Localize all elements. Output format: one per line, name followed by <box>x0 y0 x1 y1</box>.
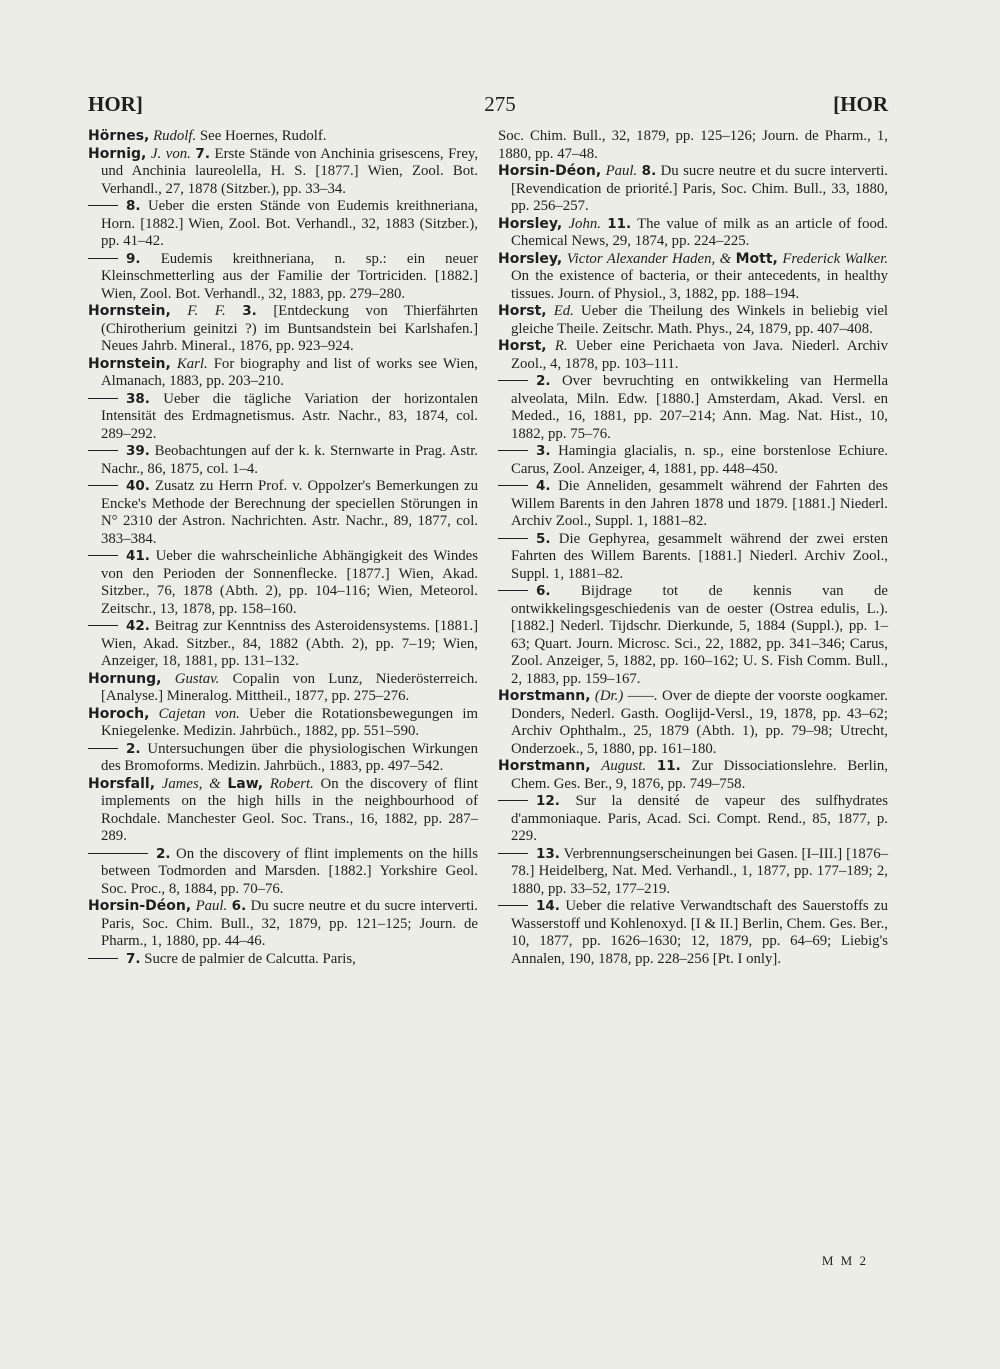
author-entry <box>498 251 888 304</box>
author-entry <box>498 688 888 758</box>
citation-text: [Entdeckung von Thierfährten (Chirotherium geinitzi ?) im Buntsandstein bei Karlshafen.] Neues Jahrb. Mineral., 1876, pp. 923–924. <box>101 303 479 354</box>
citation-text: Ueber eine Perichaeta von Java. Niederl. Archiv Zool., 4, 1878, pp. 103–111. <box>511 338 888 372</box>
paper-number: 6. <box>231 898 247 914</box>
author-entry <box>498 758 888 793</box>
author-forename: Paul. <box>605 163 638 179</box>
sub-entry <box>498 478 888 531</box>
author-forename: (Dr.) ——. <box>594 688 658 704</box>
sub-entry <box>88 391 478 444</box>
author-entry <box>88 776 478 846</box>
author-entry <box>88 356 478 391</box>
author-entry <box>498 163 888 216</box>
paper-number: 14. <box>536 898 560 914</box>
sub-entry <box>498 898 888 968</box>
citation-text: Zur Dissociationslehre. Berlin, Chem. Ges. Ber., 9, 1876, pp. 749–758. <box>511 758 889 792</box>
sub-entry <box>498 583 888 688</box>
paper-number: 2. <box>156 845 171 862</box>
author-entry <box>88 128 478 146</box>
entry-continuation <box>498 128 888 163</box>
author-name: Horst, <box>498 338 547 354</box>
author-name: Horstmann, <box>498 758 591 774</box>
author-name: Horoch, <box>88 705 150 722</box>
sub-entry <box>88 443 478 478</box>
paper-number: 11. <box>607 215 632 232</box>
sub-entry <box>88 741 478 776</box>
author-forename: James, & <box>161 775 221 792</box>
citation-text: Verbrennungserscheinungen bei Gasen. [I–III.] [1876–78.] Heidelberg, Nat. Med. Verhandl., 1, 1877, pp. 177–189; 2, 1880, pp. 33–52, 177–219. <box>511 845 888 897</box>
ditto-dash <box>498 853 528 854</box>
citation-text: On the discovery of flint implements on the hills between Todmorden and Marsden. [1882.] Yorkshire Geol. Soc. Proc., 8, 1884, pp. 70–76. <box>101 845 478 897</box>
citation-text: Untersuchungen über die physiologischen Wirkungen des Bromoforms. Medizin. Jahrbüch., 1883, pp. 497–542. <box>101 740 478 774</box>
author-forename: F. F. <box>187 303 226 319</box>
author-name: Horsfall, <box>88 775 156 792</box>
ditto-dash <box>498 590 528 591</box>
author-forename: R. <box>554 338 568 354</box>
author-entry <box>498 338 888 373</box>
paper-number: 4. <box>536 478 551 494</box>
citation-text: Ueber die Rotationsbewegungen im Kniegelenke. Medizin. Jahrbüch., 1882, pp. 551–590. <box>101 705 479 739</box>
sub-entry <box>88 478 478 548</box>
author-entry <box>498 216 888 251</box>
author-forename: Gustav. <box>174 670 220 687</box>
author-entry <box>88 706 478 741</box>
author-name: Hornig, <box>88 145 147 162</box>
left-column <box>88 128 478 968</box>
author-name: Hornstein, <box>88 355 171 372</box>
ditto-dash <box>88 958 118 959</box>
author-entry <box>498 303 888 338</box>
citation-text: Bijdrage tot de kennis van de ontwikkelingsgeschiedenis van de oester (Ostrea edulis, L.). [1882.] Nederl. Tijdschr. Dierkunde, 5, 1884 (Suppl.), pp. 1–63; Quart. Journ. Microsc. Sci., 22, 1882, pp. 341–346; Carus, Zool. Anzeiger, 5, 1882, pp. 160–162; U. S. Fish Comm. Bull., 2, 1883, pp. 159–167. <box>511 583 888 687</box>
citation-text: Du sucre neutre et du sucre interverti. [Revendication de priorité.] Paris, Soc. Chim. Bull., 33, 1880, pp. 256–257. <box>511 163 889 214</box>
citation-text: Soc. Chim. Bull., 32, 1879, pp. 125–126; Journ. de Pharm., 1, 1880, pp. 47–48. <box>498 128 888 162</box>
citation-text: Beitrag zur Kenntniss des Asteroidensystems. [1881.] Wien, Akad. Sitzber., 84, 1882 (Abth. 2), pp. 7–19; Wien, Anzeiger, 18, 1881, pp. 131–132. <box>101 618 479 669</box>
author-name: Horsin-Déon, <box>498 163 602 179</box>
author-entry <box>88 303 478 356</box>
paper-number: 40. <box>126 478 150 494</box>
paper-number: 11. <box>656 758 681 774</box>
author-forename: John. <box>568 215 601 232</box>
sub-entry <box>498 793 888 846</box>
ditto-dash <box>498 538 528 539</box>
sub-entry <box>88 846 478 899</box>
sub-entry <box>498 531 888 584</box>
author-name: Horsley, <box>498 250 563 267</box>
author-name: Horsley, <box>498 215 563 232</box>
coauthor-name: Mott, <box>735 250 778 267</box>
sub-entry <box>498 846 888 899</box>
sub-entry <box>88 198 478 251</box>
paper-number: 2. <box>126 740 141 757</box>
author-name: Hornung, <box>88 670 162 687</box>
coauthor-forename: Frederick Walker. <box>782 250 889 267</box>
citation-text: Over de diepte der voorste oogkamer. Donders, Nederl. Gasth. Ooglijd-Versl., 19, 1878, pp. 43–62; Archiv Ophthalm., 25, 1879 (Abth. 1), pp. 79–98; Utrecht, Onderzoek., 5, 1880, pp. 161–180. <box>511 688 888 757</box>
author-forename: Cajetan von. <box>158 705 240 722</box>
citation-text: On the existence of bacteria, or their antecedents, in healthy tissues. Journ. of Physiol., 3, 1882, pp. 188–194. <box>511 268 888 302</box>
paper-number: 8. <box>641 163 657 179</box>
paper-number: 3. <box>536 443 551 459</box>
citation-text: Ueber die wahrscheinliche Abhängigkeit des Windes von den Perioden der Sonnenflecke. [1877.] Wien, Akad. Sitzber., 76, 1878 (Abth. 2), pp. 104–116; Wien, Meteorol. Zeitschr., 13, 1878, pp. 158–160. <box>101 548 478 617</box>
author-entry <box>88 898 478 951</box>
signature-mark: M M 2 <box>821 1253 868 1268</box>
sub-entry <box>88 251 478 304</box>
citation-text: Ueber die relative Verwandtschaft des Sauerstoffs zu Wasserstoff und Kohlenoxyd. [I & II.] Berlin, Chem. Ges. Ber., 10, 1877, pp. 1626–1630; 12, 1879, pp. 64–69; Liebig's Annalen, 190, 1878, pp. 228–256 [Pt. I only]. <box>511 898 888 967</box>
paper-number: 7. <box>195 145 210 162</box>
author-forename: Rudolf. <box>153 128 197 144</box>
citation-text: Ueber die tägliche Variation der horizontalen Intensität des Erdmagnetismus. Astr. Nachr., 83, 1874, col. 289–292. <box>101 390 479 442</box>
paper-number: 41. <box>126 548 150 564</box>
author-name: Horstmann, <box>498 688 591 704</box>
citation-text: Zusatz zu Herrn Prof. v. Oppolzer's Bemerkungen zu Encke's Methode der Berechnung der speciellen Störungen in N° 2310 der Astron. Nachrichten. Astr. Nachr., 89, 1877, col. 383–384. <box>101 478 479 547</box>
ditto-dash <box>88 485 118 486</box>
sub-entry <box>88 951 478 969</box>
sub-entry <box>498 443 888 478</box>
citation-text: Du sucre neutre et du sucre interverti. Paris, Soc. Chim. Bull., 32, 1879, pp. 121–125; Journ. de Pharm., 1, 1880, pp. 44–46. <box>101 898 479 949</box>
citation-text: Erste Stände von Anchinia grisescens, Frey, und Anchinia laureolella, H. S. [1877.] Wien, Zool. Bot. Verhandl., 27, 1878 (Sitzber.), pp. 33–34. <box>101 145 479 197</box>
paper-number: 38. <box>126 390 150 407</box>
author-name: Horst, <box>498 303 547 319</box>
paper-number: 12. <box>536 793 560 809</box>
ditto-dash <box>498 485 528 486</box>
paper-number: 6. <box>536 583 551 599</box>
citation-text: The value of milk as an article of food. Chemical News, 29, 1874, pp. 224–225. <box>511 215 888 249</box>
citation-text: Sucre de palmier de Calcutta. Paris, <box>144 950 356 967</box>
sub-entry <box>88 548 478 618</box>
citation-text: On the discovery of flint implements on the high hills in the neighbourhood of Rochdale. Manchester Geol. Soc. Trans., 16, 1882, pp. 287–289. <box>101 775 479 844</box>
citation-text: Ueber die Theilung des Winkels in beliebig viel gleiche Theile. Zeitschr. Math. Phys., 24, 1879, pp. 407–408. <box>511 303 889 337</box>
citation-text: Die Anneliden, gesammelt während der Fahrten des Willem Barents in den Jahren 1878 und 1879. [1881.] Niederl. Archiv Zool., Suppl. 1, 1881–82. <box>511 478 888 529</box>
paper-number: 7. <box>126 950 141 967</box>
ditto-dash <box>88 555 118 556</box>
ditto-dash <box>88 258 118 259</box>
ditto-dash <box>498 800 528 801</box>
ditto-dash <box>88 398 118 399</box>
right-column <box>498 128 888 968</box>
paper-number: 42. <box>126 618 150 634</box>
author-entry <box>88 146 478 199</box>
author-name: Hörnes, <box>88 128 150 144</box>
ditto-dash <box>498 450 528 451</box>
citation-text: Hamingia glacialis, n. sp., eine borstenlose Echiure. Carus, Zool. Anzeiger, 4, 1881, pp. 448–450. <box>511 443 888 477</box>
author-forename: J. von. <box>150 145 191 162</box>
running-head-left: HOR] <box>88 92 143 116</box>
author-forename: August. <box>601 758 647 774</box>
paper-number: 2. <box>536 373 551 389</box>
ditto-dash <box>88 625 118 626</box>
ditto-dash <box>498 905 528 906</box>
coauthor-name: Law, <box>227 775 264 792</box>
paper-number: 13. <box>536 845 560 862</box>
coauthor-forename: Robert. <box>269 775 314 792</box>
ditto-dash <box>498 380 528 381</box>
paper-number: 3. <box>242 303 257 319</box>
author-forename: Karl. <box>176 355 208 372</box>
ditto-dash <box>88 450 118 451</box>
citation-text: Ueber die ersten Stände von Eudemis kreithneriana, Horn. [1882.] Wien, Zool. Bot. Verhandl., 32, 1883 (Sitzber.), pp. 41–42. <box>101 198 478 249</box>
author-name: Horsin-Déon, <box>88 898 192 914</box>
author-entry <box>88 671 478 706</box>
paper-number: 5. <box>536 530 551 547</box>
author-forename: Victor Alexander Haden, & <box>566 250 732 267</box>
paper-number: 39. <box>126 443 150 459</box>
citation-text: Die Gephyrea, gesammelt während der zwei ersten Fahrten des Willem Barents. [1881.] Niederl. Archiv Zool., Suppl. 1, 1881–82. <box>511 530 888 582</box>
citation-text: Eudemis kreithneriana, n. sp.: ein neuer Kleinschmetterling aus der Familie der Tortriciden. [1882.] Wien, Zool. Bot. Verhandl., 32, 1883, pp. 279–280. <box>101 250 478 302</box>
author-forename: Ed. <box>553 303 574 319</box>
citation-text: Copalin von Lunz, Niederösterreich. [Analyse.] Mineralog. Mittheil., 1877, pp. 275–276. <box>101 670 479 704</box>
ditto-dash <box>88 748 118 749</box>
sub-entry <box>498 373 888 443</box>
sub-entry <box>88 618 478 671</box>
ditto-dash <box>88 853 148 854</box>
running-head-right: [HOR <box>833 92 888 116</box>
author-forename: Paul. <box>195 898 228 914</box>
citation-text: Sur la densité de vapeur des sulfhydrates d'ammoniaque. Paris, Acad. Sci. Compt. Rend., 85, 1877, p. 229. <box>511 793 888 844</box>
author-name: Hornstein, <box>88 303 171 319</box>
citation-text: Beobachtungen auf der k. k. Sternwarte in Prag. Astr. Nachr., 86, 1875, col. 1–4. <box>101 443 479 477</box>
ditto-dash <box>88 205 118 206</box>
citation-text: Over bevruchting en ontwikkeling van Hermella alveolata, Miln. Edw. [1880.] Amsterdam, Akad. Versl. en Meded., 16, 1881, pp. 207–214; Ann. Mag. Nat. Hist., 10, 1882, pp. 75–76. <box>511 373 889 442</box>
paper-number: 8. <box>126 198 141 214</box>
paper-number: 9. <box>126 250 141 267</box>
citation-text: For biography and list of works see Wien, Almanach, 1883, pp. 203–210. <box>101 355 478 389</box>
page-number: 275 <box>484 92 516 116</box>
citation-text: See Hoernes, Rudolf. <box>199 128 327 144</box>
